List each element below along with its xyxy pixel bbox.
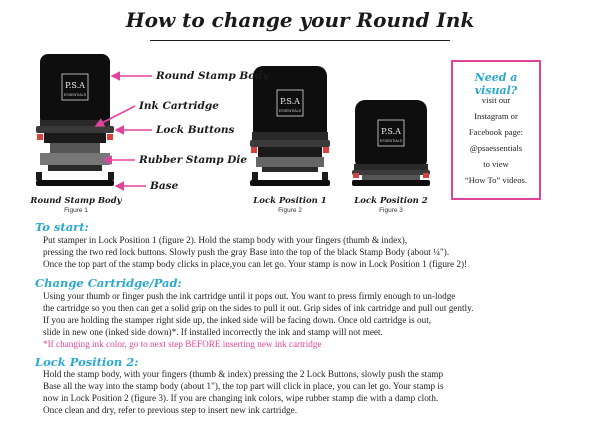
logo-essentials-1: ESSENTIALS	[63, 93, 87, 97]
section-line: Once the top part of the stamp body clicks in place,you can let go. Your stamp is now in Lock Position 1 (figure 2)!	[43, 259, 468, 269]
section-note: *If changing ink color, go to next step BEFORE inserting new ink cartridge	[43, 339, 322, 349]
section-line: Put stamper in Lock Position 1 (figure 2). Hold the stamp body with your fingers (thumb & index),	[43, 235, 408, 245]
section-line: slide in new one (inked side down)*. If installed incorrectly the ink and stamp will not meet.	[43, 327, 383, 337]
fig3-number: Figure 3	[379, 207, 403, 214]
fig1-number: Figure 1	[64, 207, 88, 214]
fig2-number: Figure 2	[278, 207, 302, 214]
visual-line: visit our	[481, 95, 511, 105]
visual-line: to view	[483, 159, 509, 169]
visual-handle: @psaessentials	[469, 143, 523, 153]
figure-2-stamp	[250, 66, 330, 186]
logo-psa-2: P.S.A	[280, 97, 300, 106]
section-line: the cartridge so you then can get a solid grip on the sides to pull it out. Grip sides of ink cartridge and pull out gently.	[43, 303, 474, 313]
fig2-caption: Lock Position 1	[253, 196, 327, 206]
need-a-visual-box	[451, 60, 541, 200]
label-lock-buttons: Lock Buttons	[156, 124, 235, 136]
page-title: How to change your Round Ink	[125, 8, 475, 32]
fig1-caption: Round Stamp Body	[30, 196, 122, 206]
logo-psa-1: P.S.A	[65, 81, 85, 90]
section-heading-to-start: To start:	[35, 220, 89, 234]
title-underline	[150, 40, 450, 41]
visual-line: Instagram or	[474, 111, 518, 121]
logo-essentials-3: ESSENTIALS	[379, 139, 403, 143]
section-line: Hold the stamp body, with your fingers (thumb & index) pressing the 2 Lock Buttons, slowly push the stamp	[43, 369, 444, 379]
section-heading-lock-position-2: Lock Position 2:	[35, 355, 139, 369]
section-line: now in Lock Position 2 (figure 3). If you are changing ink colors, wipe rubber stamp die with a damp cloth.	[43, 393, 439, 403]
visual-title: Need a visual?	[474, 71, 518, 97]
label-base: Base	[150, 180, 179, 192]
visual-line: “How To” videos.	[464, 175, 527, 185]
section-heading-change-cartridge: Change Cartridge/Pad:	[35, 276, 182, 290]
fig3-caption: Lock Position 2	[354, 196, 428, 206]
label-rubber-stamp-die: Rubber Stamp Die	[139, 154, 248, 166]
label-ink-cartridge: Ink Cartridge	[139, 100, 219, 112]
section-line: pressing the two red lock buttons. Slowly push the gray Base into the top of the black Stamp Body (about ¼").	[43, 247, 450, 257]
logo-psa-3: P.S.A	[381, 127, 401, 136]
visual-line: Facebook page:	[468, 127, 524, 137]
logo-essentials-2: ESSENTIALS	[278, 109, 302, 113]
section-line: Using your thumb or finger push the ink cartridge until it pops out. You want to press firmly enough to un-lodge	[43, 291, 456, 301]
label-round-stamp-body: Round Stamp Body	[156, 70, 269, 82]
section-line: Once clean and dry, refer to previous step to insert new ink cartridge.	[43, 405, 298, 415]
figure-3-stamp	[352, 100, 430, 186]
section-line: Base all the way into the stamp body (about 1"), the top part will click in place, you can let go. Your stamp is	[43, 381, 444, 391]
section-line: If you are holding the stamper right side up, the inked side will be facing down. Once old cartridge is out,	[43, 315, 432, 325]
